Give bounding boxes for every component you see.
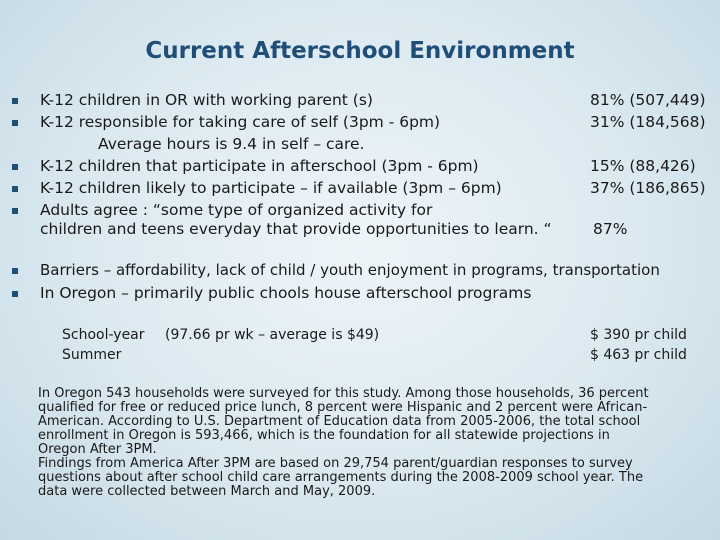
- bullet-value: 87%: [593, 220, 628, 238]
- footnote-line: data were collected between March and May, 2009.: [38, 484, 376, 499]
- bullet-text: Adults agree : “some type of organized activity for: [40, 201, 433, 219]
- footnote-line: enrollment in Oregon is 593,466, which is the foundation for all statewide projections in: [38, 428, 610, 443]
- school-year-note: (97.66 pr wk – average is $49): [165, 327, 380, 343]
- bullet-marker: [12, 98, 18, 104]
- sub-bullet-text: Average hours is 9.4 in self – care.: [98, 135, 365, 153]
- school-year-value: $ 390 pr child: [590, 327, 687, 343]
- footnote-line: Findings from America After 3PM are based on 29,754 parent/guardian responses to survey: [38, 456, 633, 471]
- bullet-marker: [12, 186, 18, 192]
- bullet-marker: [12, 120, 18, 126]
- bullet-text-continued: children and teens everyday that provide opportunities to learn. “: [40, 220, 552, 238]
- bullet-text: K-12 children that participate in afterschool (3pm - 6pm): [40, 157, 479, 175]
- bullet-marker: [12, 208, 18, 214]
- footnote-line: qualified for free or reduced price lunch, 8 percent were Hispanic and 2 percent were African-: [38, 400, 648, 415]
- bullet-marker: [12, 268, 18, 274]
- summer-label: Summer: [62, 347, 122, 363]
- summer-value: $ 463 pr child: [590, 347, 687, 363]
- bullet-text: K-12 responsible for taking care of self (3pm - 6pm): [40, 113, 441, 131]
- bullet-value: 31% (184,568): [590, 113, 706, 131]
- bullet-marker: [12, 291, 18, 297]
- bullet-text: K-12 children in OR with working parent (s): [40, 91, 373, 109]
- bullet-value: 37% (186,865): [590, 179, 706, 197]
- footnote-line: questions about after school child care arrangements during the 2008-2009 school year. The: [38, 470, 644, 485]
- footnote-line: American. According to U.S. Department of Education data from 2005-2006, the total school: [38, 414, 641, 429]
- bullet-text: K-12 children likely to participate – if available (3pm – 6pm): [40, 179, 502, 197]
- bullet-value: 15% (88,426): [590, 157, 696, 175]
- bullet-value: 81% (507,449): [590, 91, 706, 109]
- footnote-line: Oregon After 3PM.: [38, 442, 157, 457]
- bullet-marker: [12, 164, 18, 170]
- school-year-label: School-year: [62, 327, 145, 343]
- bullet-text: In Oregon – primarily public chools house afterschool programs: [40, 284, 532, 302]
- slide-title: Current Afterschool Environment: [145, 38, 575, 64]
- footnote-line: In Oregon 543 households were surveyed for this study. Among those households, 36 percent: [38, 386, 649, 401]
- bullet-text: Barriers – affordability, lack of child / youth enjoyment in programs, transportation: [40, 261, 660, 279]
